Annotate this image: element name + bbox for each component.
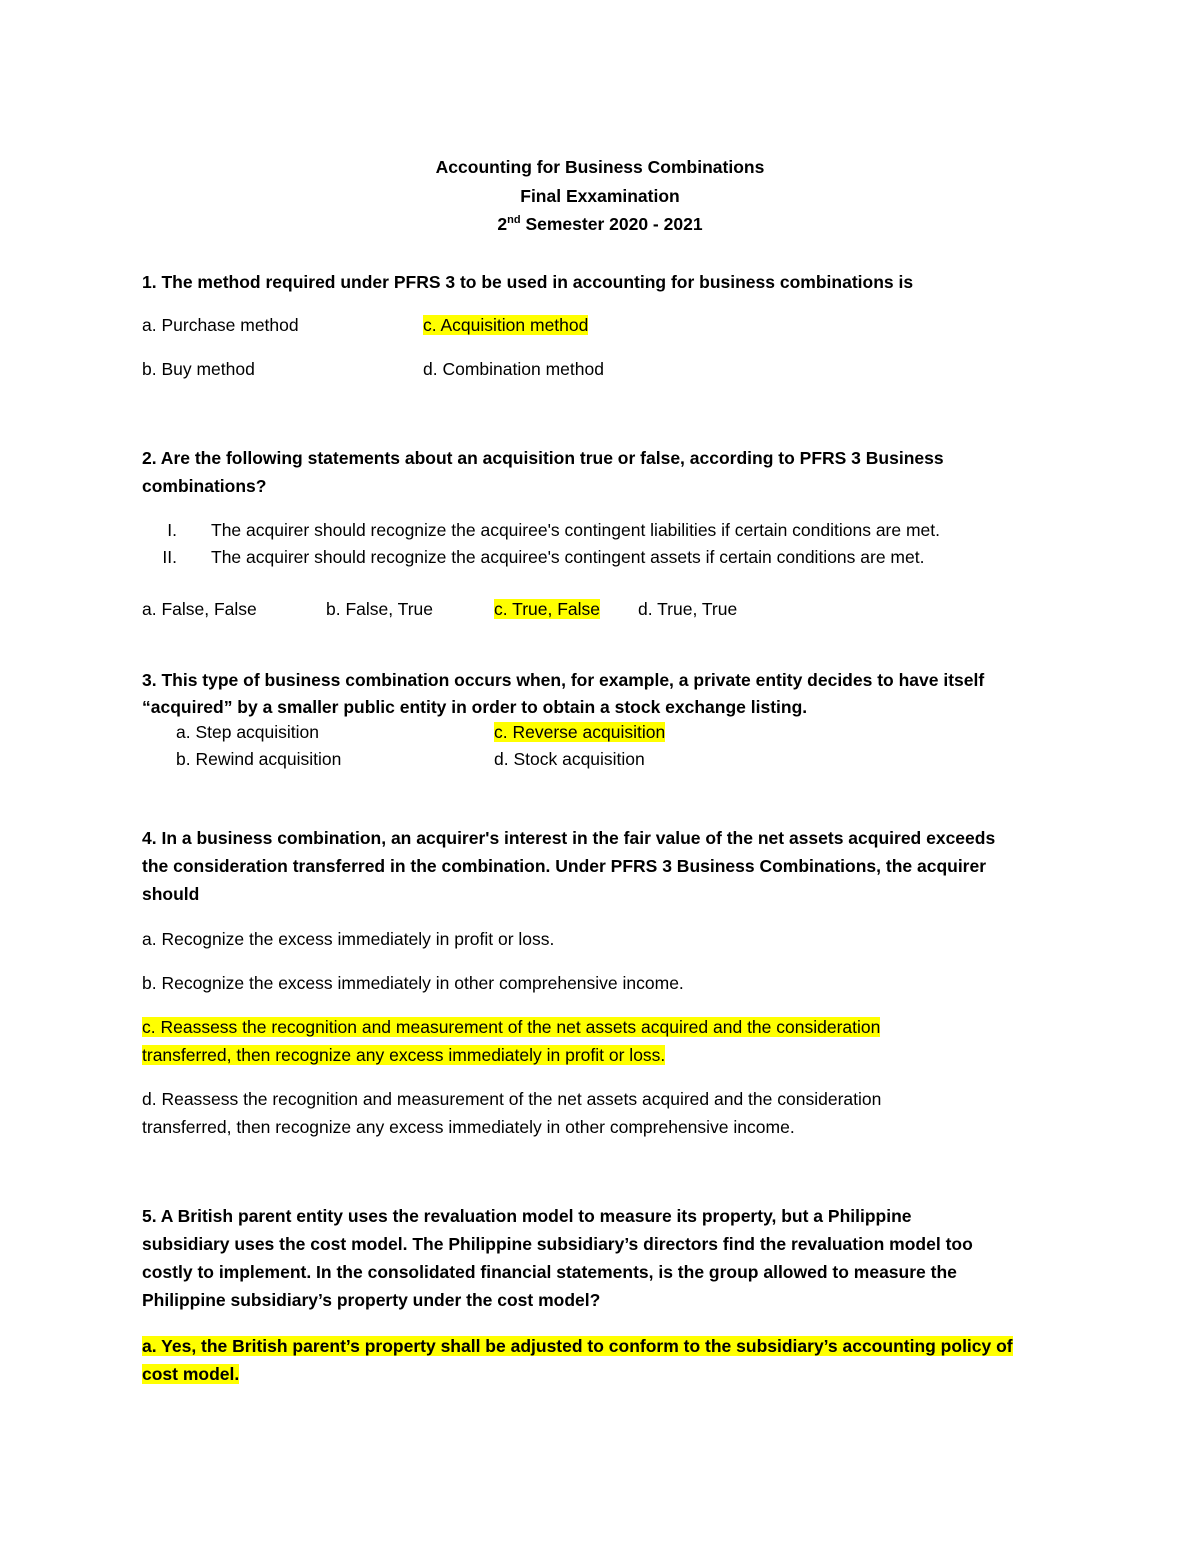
- q4-option-d-line1: d. Reassess the recognition and measurement of the net assets acquired and the consideration: [142, 1089, 882, 1109]
- q2-option-b: b. False, True: [326, 599, 433, 619]
- q1-option-b: b. Buy method: [142, 359, 255, 379]
- q4-option-a: a. Recognize the excess immediately in profit or loss.: [142, 929, 555, 949]
- q3-option-c-answer: c. Reverse acquisition: [494, 722, 666, 742]
- q3-question-line1: 3. This type of business combination occurs when, for example, a private entity decides to have itself: [142, 670, 985, 690]
- document-subtitle: Final Exxamination: [520, 186, 680, 206]
- q3-option-b: b. Rewind acquisition: [176, 749, 342, 769]
- q3-option-d: d. Stock acquisition: [494, 749, 645, 769]
- semester-line: [0, 210, 1200, 238]
- q2-statement-2: The acquirer should recognize the acquiree's contingent assets if certain conditions are met.: [211, 547, 925, 567]
- q2-statement-1: The acquirer should recognize the acquiree's contingent liabilities if certain conditions are met.: [211, 520, 941, 540]
- q4-question-line3: should: [142, 884, 200, 904]
- q5-option-a-answer-line2: cost model.: [142, 1364, 240, 1384]
- q1-option-a: a. Purchase method: [142, 315, 299, 335]
- q5-question-line2: subsidiary uses the cost model. The Philippine subsidiary’s directors find the revaluation model too: [142, 1234, 973, 1254]
- q5-question-line3: costly to implement. In the consolidated financial statements, is the group allowed to measure the: [142, 1262, 957, 1282]
- q1-question: 1. The method required under PFRS 3 to be used in accounting for business combinations is: [142, 272, 914, 292]
- q2-option-a: a. False, False: [142, 599, 257, 619]
- q2-question-line1: 2. Are the following statements about an acquisition true or false, according to PFRS 3 Business: [142, 448, 944, 468]
- semester-ordinal-suffix: nd: [507, 214, 521, 227]
- semester-ordinal: 2: [497, 214, 508, 234]
- q5-option-a-answer-line1: a. Yes, the British parent’s property shall be adjusted to conform to the subsidiary’s accounting policy of: [142, 1336, 1013, 1356]
- semester-text: Semester 2020 - 2021: [520, 214, 703, 234]
- q4-option-b: b. Recognize the excess immediately in other comprehensive income.: [142, 973, 684, 993]
- q3-question-line2: “acquired” by a smaller public entity in order to obtain a stock exchange listing.: [142, 697, 808, 717]
- q2-option-d: d. True, True: [638, 599, 738, 619]
- q5-question-line1: 5. A British parent entity uses the revaluation model to measure its property, but a Philippine: [142, 1206, 912, 1226]
- q2-option-c-answer: c. True, False: [494, 599, 601, 619]
- q1-option-c-answer: c. Acquisition method: [423, 315, 589, 335]
- document-title: Accounting for Business Combinations: [435, 157, 765, 177]
- q3-option-a: a. Step acquisition: [176, 722, 320, 742]
- q2-question-line2: combinations?: [142, 476, 267, 496]
- q4-question-line2: the consideration transferred in the combination. Under PFRS 3 Business Combinations, the acquirer: [142, 856, 987, 876]
- q2-statement-1-number: I.: [167, 520, 177, 540]
- q2-statement-2-number: II.: [162, 547, 177, 567]
- q5-question-line4: Philippine subsidiary’s property under the cost model?: [142, 1290, 601, 1310]
- q1-option-d: d. Combination method: [423, 359, 604, 379]
- q4-option-c-answer-line1: c. Reassess the recognition and measurement of the net assets acquired and the consideration: [142, 1017, 881, 1037]
- q4-option-c-answer-line2: transferred, then recognize any excess immediately in profit or loss.: [142, 1045, 666, 1065]
- q4-question-line1: 4. In a business combination, an acquirer's interest in the fair value of the net assets acquired exceeds: [142, 828, 996, 848]
- q4-option-d-line2: transferred, then recognize any excess immediately in other comprehensive income.: [142, 1117, 795, 1137]
